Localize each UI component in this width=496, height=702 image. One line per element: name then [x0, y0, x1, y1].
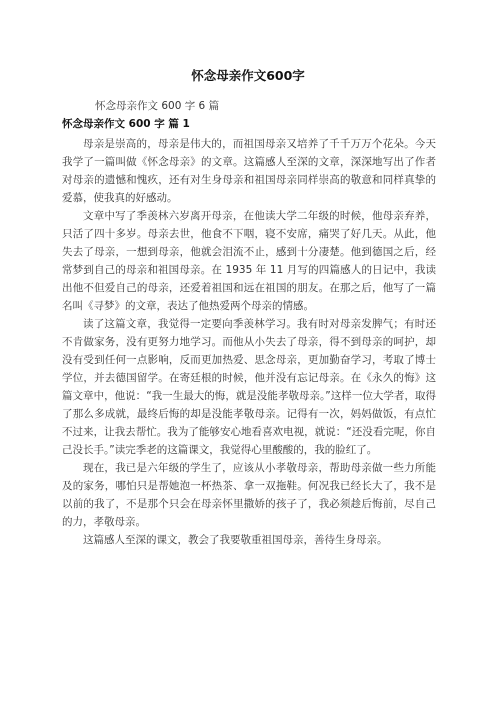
paragraph: 这篇感人至深的课文，教会了我要敬重祖国母亲，善待生身母亲。 [83, 534, 388, 546]
article-body [62, 135, 436, 549]
paragraph: 读了这篇文章，我觉得一定要向季羡林学习。我有时对母亲发脾气；有时还不肯做家务，没有更努力地学习。而他从小失去了母亲，得不到母亲的呵护，却没有受到任何一点影响，反而更加热爱、思念母亲，更加勤奋学习，考取了博士学位，并去德国留学。在寄廷根的时候，他并没有忘记母亲。在《永久的悔》这篇文章中，他说：“我一生最大的悔，就是没能孝敬母亲。”这样一位大学者，取得了那么多成就，最终后悔的却是没能孝敬母亲。记得有一次，妈妈做饭，有点忙不过来，让我去帮忙。我为了能够安心地看喜欢电视，就说：“还没看完呢，你自己没长手。”读完季老的这篇课文，我觉得心里酸酸的，我的脸红了。 [62, 318, 436, 456]
document-title: 怀念母亲作文600字 [191, 68, 305, 83]
paragraph: 现在，我已是六年级的学生了，应该从小孝敬母亲，帮助母亲做一些力所能及的家务，哪怕只是帮她泡一杯热茶、拿一双拖鞋。何况我已经长大了，我不是以前的我了，不是那个只会在母亲怀里撒娇的孩子了，我必须趁后悔前，尽自己的力，孝敬母亲。 [62, 462, 436, 528]
paragraph: 母亲是崇高的，母亲是伟大的，而祖国母亲又培养了千千万万个花朵。今天我学了一篇叫做《怀念母亲》的文章。这篇感人至深的文章，深深地写出了作者对母亲的遗憾和愧疚，还有对生身母亲和祖国母亲同样崇高的敬意和同样真挚的爱慕，使我真的好感动。 [62, 138, 436, 204]
document-subtitle: 怀念母亲作文 600 字 6 篇 [95, 100, 220, 112]
section-heading: 怀念母亲作文 600 字 篇 1 [62, 118, 190, 130]
paragraph: 文章中写了季羡林六岁离开母亲，在他读大学二年级的时候，他母亲弃养，只活了四十多岁。母亲去世，他食不下咽，寝不安席，痛哭了好几天。从此，他失去了母亲，一想到母亲，他就会泪流不止，感到十分凄楚。他到德国之后，经常梦到自己的母亲和祖国母亲。在 1935 年 11 月写的四篇感人的日记中，我读出他不但爱自己的母亲，还爱着祖国和远在祖国的朋友。在那之后，他写了一篇名叫《寻梦》的文章，表达了他热爱两个母亲的情感。 [62, 210, 436, 312]
